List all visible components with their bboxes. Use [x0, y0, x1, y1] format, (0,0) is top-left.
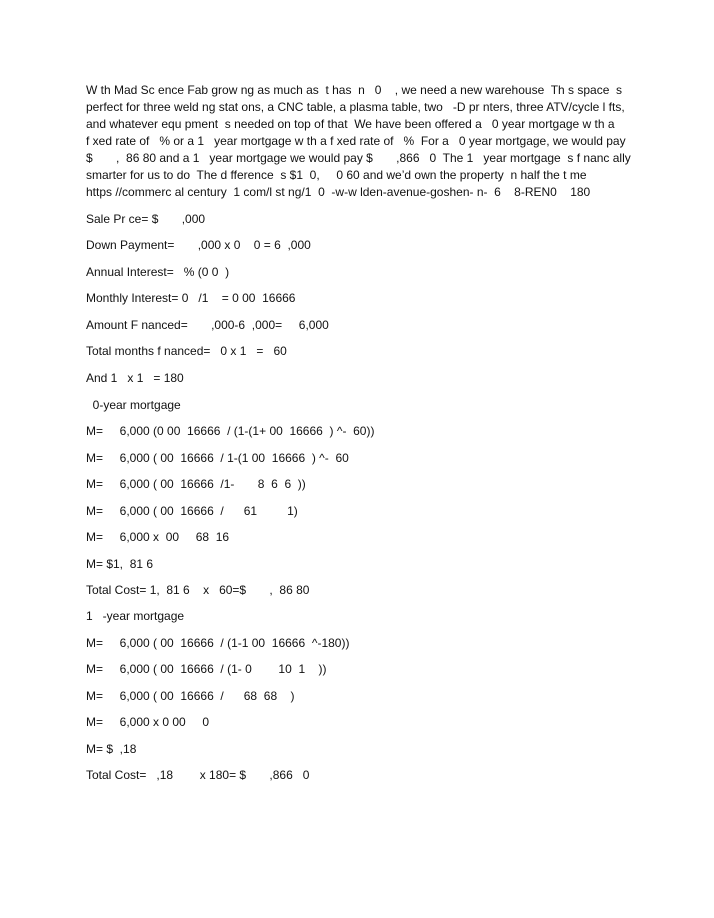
section-heading: 0-year mortgage — [86, 398, 181, 412]
amount-financed-line: Amount F nanced= ,000-6 ,000= 6,000 — [86, 318, 329, 332]
monthly-interest-line: Monthly Interest= 0 /1 = 0 00 16666 — [86, 291, 296, 305]
down-payment-line: Down Payment= ,000 x 0 0 = 6 ,000 — [86, 238, 311, 252]
formula-line: M= 6,000 x 0 00 0 — [86, 715, 210, 729]
intro-line: f xed rate of % or a 1 year mortgage w th a f xed rate of % For a 0 year mortgage, we would pay — [86, 134, 626, 148]
intro-line: perfect for three weld ng stat ons, a CNC table, a plasma table, two -D pr nters, three ATV/cycle l fts, — [86, 100, 625, 114]
intro-line: smarter for us to do The d fference s $1 0, 0 60 and we’d own the property n half the t me — [86, 168, 587, 182]
formula-line: M= 6,000 ( 00 16666 / 61 1) — [86, 504, 298, 518]
formula-line: M= 6,000 (0 00 16666 / (1-(1+ 00 16666 ) ^- 60)) — [86, 424, 375, 438]
sale-price-line: Sale Pr ce= $ ,000 — [86, 212, 206, 226]
formula-line: M= 6,000 ( 00 16666 / 1-(1 00 16666 ) ^- 60 — [86, 451, 349, 465]
monthly-payment-result: M= $1, 81 6 — [86, 557, 154, 571]
annual-interest-line: Annual Interest= % (0 0 ) — [86, 265, 230, 279]
formula-line: M= 6,000 ( 00 16666 / 68 68 ) — [86, 689, 295, 703]
monthly-payment-result: M= $ ,18 — [86, 742, 137, 756]
intro-line: https //commerc al century 1 com/l st ng/1 0 -w-w lden-avenue-goshen- n- 6 8-REN0 180 — [86, 185, 591, 199]
total-cost-line: Total Cost= 1, 81 6 x 60=$ , 86 80 — [86, 583, 310, 597]
intro-line: $ , 86 80 and a 1 year mortgage we would pay $ ,866 0 The 1 year mortgage s f nanc ally — [86, 151, 631, 165]
formula-line: M= 6,000 ( 00 16666 /1- 8 6 6 )) — [86, 477, 306, 491]
formula-line: M= 6,000 ( 00 16666 / (1-1 00 16666 ^-180)) — [86, 636, 350, 650]
formula-line: M= 6,000 x 00 68 16 — [86, 530, 230, 544]
intro-line: and whatever equ pment s needed on top of that We have been offered a 0 year mortgage w th a — [86, 117, 615, 131]
formula-line: M= 6,000 ( 00 16666 / (1- 0 10 1 )) — [86, 662, 327, 676]
total-cost-line: Total Cost= ,18 x 180= $ ,866 0 — [86, 768, 310, 782]
months-15-year-line: And 1 x 1 = 180 — [86, 371, 184, 385]
total-months-line: Total months f nanced= 0 x 1 = 60 — [86, 344, 287, 358]
section-heading: 1 -year mortgage — [86, 609, 185, 623]
intro-paragraph — [86, 82, 631, 201]
intro-line: W th Mad Sc ence Fab grow ng as much as t has n 0 , we need a new warehouse Th s space s — [86, 83, 623, 97]
